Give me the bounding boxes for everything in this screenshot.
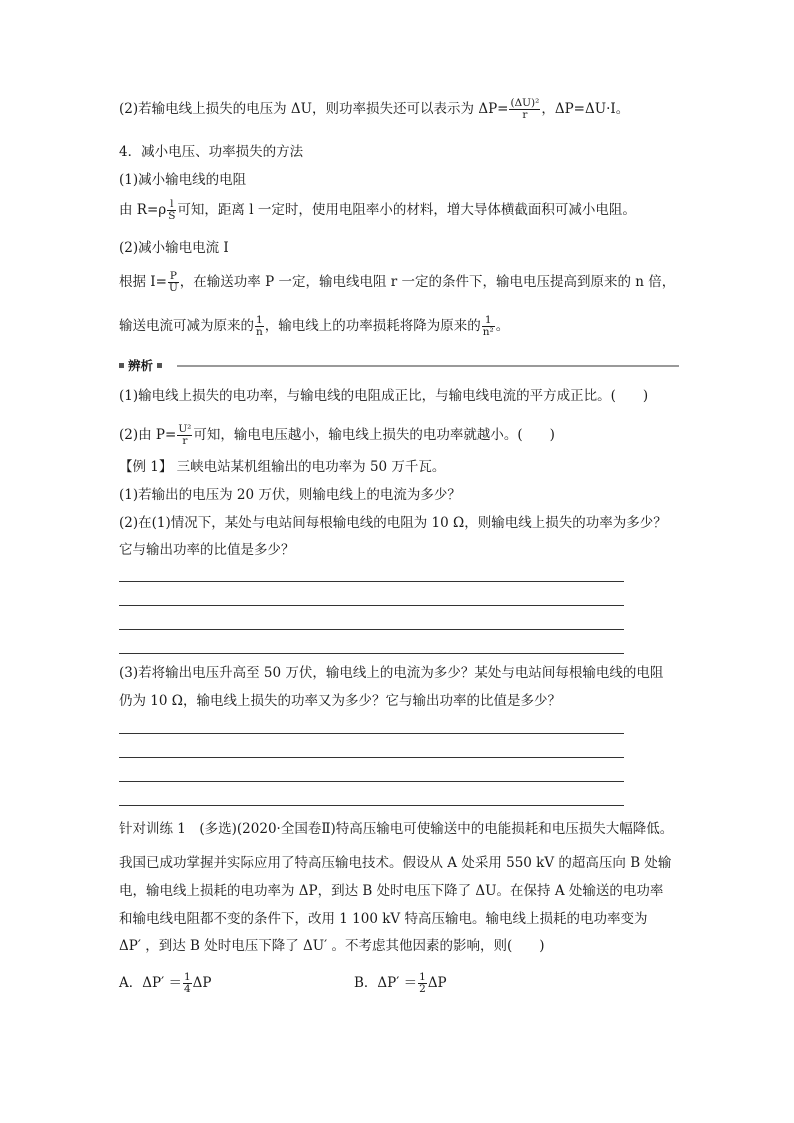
judge-item-1: (1)输电线上损失的电功率，与输电线的电阻成正比，与输电线电流的平方成正比。( ) (119, 388, 649, 404)
text: ，ΔP=ΔU·I。 (541, 101, 630, 117)
example-1-title: 【例 1】 三峡电站某机组输出的电功率为 50 万千瓦。 (119, 459, 446, 475)
denominator: r (522, 109, 528, 121)
option-a[interactable] (119, 972, 211, 995)
text: (2)若输电线上损失的电压为 ΔU，则功率损失还可以表示为 ΔP= (119, 101, 509, 117)
text: A．ΔP′ ＝ (119, 975, 182, 991)
denominator: n (256, 326, 263, 338)
para-power-loss-voltage (119, 98, 629, 121)
answer-line[interactable] (119, 581, 624, 582)
training-1-line: 我国已成功掌握并实际应用了特高压输电技术。假设从 A 处采用 550 kV 的超高压向 B 处输 (119, 855, 672, 871)
judge-item-2 (119, 424, 555, 447)
denominator: 2 (419, 983, 426, 995)
para-resistance-formula (119, 199, 636, 222)
numerator: 1 (419, 971, 426, 983)
numerator: l (167, 199, 176, 211)
question-2-cont: 它与输出功率的比值是多少？ (119, 542, 295, 558)
numerator: 1 (482, 315, 495, 327)
section-label (119, 356, 162, 374)
text: ΔP (427, 975, 447, 991)
square-bullet-icon (157, 363, 162, 368)
numerator: (ΔU)² (510, 97, 540, 109)
para-reduce-resistance: (1)减小输电线的电阻 (119, 172, 247, 188)
divider-rule (177, 365, 679, 367)
fraction (177, 424, 192, 447)
question-2: (2)在(1)情况下，某处与电站间每根输电线的电阻为 10 Ω，则输电线上损失的功率为多少？ (119, 515, 667, 531)
para-current-reduction (119, 315, 509, 338)
answer-line[interactable] (119, 781, 624, 782)
answer-line[interactable] (119, 757, 624, 758)
training-1-title: 针对训练 1 (多选)(2020·全国卷Ⅱ)特高压输电可使输送中的电能损耗和电压损失大幅降低。 (119, 821, 674, 837)
text: 由 R=ρ (119, 202, 167, 218)
answer-line[interactable] (119, 805, 624, 806)
answer-line[interactable] (119, 653, 624, 654)
option-b[interactable] (354, 972, 447, 995)
text: 输送电流可减为原来的 (119, 318, 254, 334)
label-text: 辨析 (128, 358, 154, 373)
fraction (167, 199, 176, 222)
fraction (482, 315, 495, 338)
denominator: n² (482, 326, 494, 338)
denominator: r (182, 435, 188, 447)
answer-line[interactable] (119, 629, 624, 630)
text: B．ΔP′ ＝ (354, 975, 418, 991)
analysis-section-divider (119, 359, 679, 371)
fraction (183, 972, 192, 995)
text: ΔP (192, 975, 212, 991)
answer-line[interactable] (119, 733, 624, 734)
training-1-line: 和输电线电阻都不变的条件下，改用 1 100 kV 特高压输电。输电线上损耗的电功率变为 (119, 911, 648, 927)
square-bullet-icon (119, 363, 124, 368)
numerator: 1 (183, 971, 191, 983)
fraction (418, 972, 427, 995)
question-1: (1)若输出的电压为 20 万伏，则输电线上的电流为多少？ (119, 487, 461, 503)
denominator: S (168, 210, 176, 222)
text: 根据 I= (119, 274, 167, 290)
denominator: U (168, 282, 178, 294)
para-reduce-current: (2)减小输电电流 I (119, 240, 229, 256)
para-current-formula (119, 271, 675, 294)
numerator: 1 (256, 314, 263, 326)
question-3-cont: 仍为 10 Ω，输电线上损失的功率又为多少？它与输出功率的比值是多少？ (119, 693, 561, 709)
text: (2)由 P= (119, 427, 177, 443)
text: 可知，输电电压越小，输电线上损失的电功率就越小。( ) (193, 427, 555, 443)
training-1-line: 电，输电线上损耗的电功率为 ΔP，到达 B 处时电压下降了 ΔU。在保持 A 处输送的电功率 (119, 883, 664, 899)
numerator: U² (178, 423, 192, 435)
training-1-line: ΔP′ ，到达 B 处时电压下降了 ΔU′ 。不考虑其他因素的影响，则( ) (119, 938, 545, 954)
denominator: 4 (183, 983, 191, 995)
text: 可知，距离 l 一定时，使用电阻率小的材料，增大导体横截面积可减小电阻。 (177, 202, 636, 218)
text: 。 (495, 318, 510, 334)
text: ，在输送功率 P 一定，输电线电阻 r 一定的条件下，输电电压提高到原来的 n 倍， (179, 274, 676, 290)
fraction (255, 315, 264, 338)
numerator: P (169, 270, 177, 282)
question-3: (3)若将输出电压升高至 50 万伏，输电线上的电流为多少？某处与电站间每根输电线的电阻 (119, 665, 664, 681)
text: ，输电线上的功率损耗将降为原来的 (264, 318, 481, 334)
answer-line[interactable] (119, 605, 624, 606)
fraction (168, 271, 179, 294)
fraction (509, 98, 540, 121)
section-heading-methods: 4．减小电压、功率损失的方法 (119, 144, 304, 160)
